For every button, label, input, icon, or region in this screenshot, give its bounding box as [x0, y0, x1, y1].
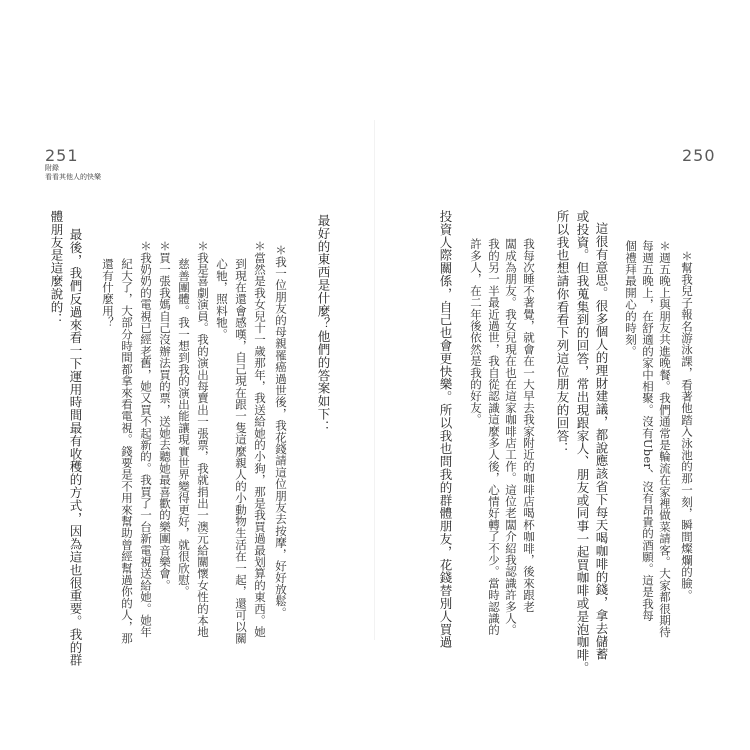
text-column: ＊當然是我女兒十一歲那年，我送給她的小狗，那是我買過最划算的東西。她 — [253, 240, 267, 638]
text-column: 紀大了，大部分時間都拿來看電視。錢要是不用來幫助曾經幫過你的人，那 — [120, 258, 134, 645]
left-page-number: 251 — [45, 146, 79, 165]
text-column: ＊我奶奶的電視已經老舊，她又買不起新的。我買了一台新電視送給她。她年 — [139, 240, 153, 638]
text-column: ＊買一張我媽自己沒辦法買的票，送她去聽她最喜歡的樂團音樂會。 — [158, 240, 172, 591]
right-page-number: 250 — [682, 146, 716, 165]
text-column: 還有什麼用？ — [101, 258, 115, 329]
text-column: 慈善團體。我一想到我的演出能讓現實世界變得更好，就很欣慰。 — [177, 258, 191, 598]
text-column: 到現在還會感嘆，自己現在跟一隻這麼親人的小動物生活在一起，還可以關 — [234, 258, 248, 645]
text-column: ＊我一位朋友的母親罹癌過世後，我花錢請這位朋友去按摩，好好放鬆。 — [274, 244, 288, 619]
text-column: 體朋友是這麼說的： — [49, 210, 64, 327]
text-column: ＊幫我兒子報名游泳課，看著他踏入泳池的那一刻，瞬間燦爛的臉。 — [680, 250, 694, 601]
running-title — [45, 164, 101, 182]
text-column: 最好的東西是什麼？他們的答案如下： — [316, 214, 331, 434]
text-column: ＊週五晚上與朋友共進晚餐。我們通常是輪流在家裡做菜請客。大家都很期待 — [658, 240, 672, 638]
running-title-section: 附錄 — [45, 164, 59, 172]
text-column: 或投資。但我蒐集到的回答，常出現跟家人、朋友或同事一起買咖啡或是泡咖啡。 — [575, 210, 590, 675]
text-column: 我每次睡不著覺，就會在一大早去我家附近的咖啡店喝杯咖啡，後來跟老 — [522, 238, 536, 613]
text-column: 最後，我們反過來看一下運用時間最有收穫的方式，因為這也很重要。我的群 — [68, 228, 83, 667]
text-column: 所以我也想請你看看下列這位朋友的回答： — [555, 210, 570, 456]
text-column: 闆成為朋友。我女兒現在也在這家咖啡店工作。這位老闆介紹我認識許多人。 — [504, 238, 518, 636]
text-column: 這很有意思。很多個人的理財建議，都說應該省下每天喝咖啡的錢，拿去儲蓄 — [594, 222, 609, 661]
text-column: 我的另一半最近過世，我自從認識這麼多人後，心情好轉了不少。當時認識的 — [487, 238, 501, 636]
text-column: 許多人，在二年後依然是我的好友。 — [469, 238, 483, 426]
gutter-divider — [374, 120, 375, 640]
text-column: ＊我是喜劇演員。我的演出每賣出一張票，我就捐出一澳元給關懷女性的本地 — [196, 240, 210, 638]
text-column: 心牠，照料牠。 — [215, 258, 229, 340]
text-column: 投資人際關係，自己也會更快樂。所以我也問我的群體朋友，花錢替別人買過 — [438, 210, 453, 649]
text-column: 個禮拜最開心的時刻。 — [624, 240, 638, 357]
text-column: 每週五晚上，在舒適的家中相聚。沒有Uber、沒有昂貴的酒願。這是我每 — [641, 240, 655, 622]
running-title-chapter: 看看其他人的快樂 — [45, 173, 101, 181]
